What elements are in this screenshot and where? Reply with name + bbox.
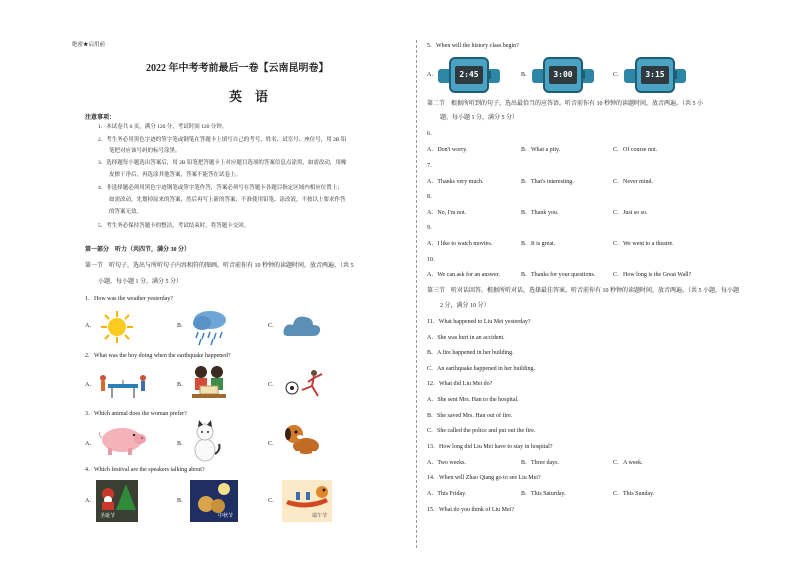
q7-option-b: B．That's interesting. [521,179,574,185]
note-line: 如需改动，先划掉原来的答案，然后再写上新的答案；不准使用铅笔、涂改液，不按以上要求作答 [98,197,346,203]
christmas-picture [96,480,138,522]
note-line: 1．本试卷共 6 页，满分 120 分，考试时间 120 分钟。 [98,124,228,130]
option-label: C． [268,498,279,504]
option-label: A． [85,382,96,388]
option-label: B． [177,323,188,329]
cat-picture [188,418,222,462]
question-1: 1．How was the weather yesterday? [85,296,173,302]
q9-option-a: A．I like to watch movies. [427,241,493,247]
watch-time: 3:00 [549,66,577,84]
dog-picture [282,420,324,460]
q13-option-a: A．Two weeks. [427,460,466,466]
q13-option-b: B．Three days. [521,460,559,466]
watch-time: 3:15 [641,66,669,84]
watch-picture [532,55,594,95]
note-line: 4．非选择题必须用黑色字迹钢笔或签字笔作答，答案必须写在答题卡各题目指定区域内相应位置上； [98,185,343,191]
christmas-caption: 圣诞节 [100,514,116,519]
football-picture [282,368,328,402]
option-label: C． [613,72,624,78]
subject-title: 英 语 [229,89,269,104]
question-10: 10． [427,257,440,263]
question-7: 7． [427,163,437,169]
q12-option-c: C．She called the police and put out the fire. [427,428,536,434]
q9-option-c: C．We went to a theatre. [613,241,674,247]
section2-instructions: 第二节 根据所听到的句子，选出最恰当的应答语。听音前你有 10 秒钟的读题时间，放音两遍。（共 5 小 [427,101,704,107]
q6-option-b: B．What a pity. [521,147,561,153]
q12-option-a: A．She sent Mrs. Han to the hospital. [427,397,519,403]
q9-option-b: B．It is great. [521,241,556,247]
section1-instructions: 第一节 听句子，选出与所听句子内容相符的图画。听音前你有 10 秒钟的读题时间，放音两遍。（共 5 [85,263,354,269]
question-13: 13．How long did Liu Mei have to stay in hospital? [427,444,553,450]
q14-option-c: C．This Sunday. [613,491,655,497]
rain-cloud-picture [190,308,230,346]
sun-picture [100,310,134,344]
question-8: 8． [427,194,437,200]
q10-option-a: A．We can ask for an answer. [427,272,500,278]
q8-option-c: C．Just so so. [613,210,648,216]
question-6: 6． [427,131,437,137]
note-line: 皮擦干净后，再选涂其他答案，答案不能答在试卷上。 [98,172,242,178]
q7-option-c: C．Never mind. [613,179,653,185]
note-line: 3．选择题每小题选出答案后，用 2B 铅笔把答题卡上对应题目选项的答案信息点涂黑，如需改动，用橡 [98,160,347,166]
q14-option-a: A．This Friday. [427,491,467,497]
watch-time: 2:45 [455,66,483,84]
part1-heading: 第一部分 听力（共四节，满分 30 分） [85,247,191,253]
dragon-boat-picture [282,480,332,522]
question-12: 12．What did Liu Mei do? [427,381,493,387]
q7-option-a: A．Thanks very much. [427,179,484,185]
option-label: B． [177,498,188,504]
option-label: B． [177,441,188,447]
note-line: 笔把对应该号码的标号涂黑。 [98,148,181,154]
q6-option-c: C．Of course not. [613,147,658,153]
q6-option-a: A．Don't worry. [427,147,468,153]
q11-option-a: A．She was hurt in an accident. [427,335,505,341]
question-11: 11．What happened to Liu Mei yesterday? [427,319,531,325]
section2-instructions: 题，每小题 1 分，满分 5 分） [440,115,519,121]
question-5: 5．When will the history class begin? [427,43,519,49]
table-tennis-picture [98,370,148,400]
note-line: 2．考生务必用黑色字迹的签字笔或钢笔在答题卡上填写自己的考号、姓名、试室号、座位号，用 2B 铅 [98,137,347,143]
option-label: A． [85,323,96,329]
option-label: A． [85,441,96,447]
question-2: 2．What was the boy doing when the earthquake happened? [85,353,231,359]
q11-option-b: B．A fire happened in her building. [427,350,514,356]
option-label: C． [268,323,279,329]
option-label: C． [268,382,279,388]
secret-label: 绝密★启用前 [72,42,106,48]
question-15: 15．What do you think of Liu Mei? [427,507,514,513]
option-label: B． [521,72,532,78]
q8-option-b: B．Thank you. [521,210,559,216]
q12-option-b: B．She saved Mrs. Han out of fire. [427,413,513,419]
section3-instructions: 2 分，满分 10 分） [440,303,490,309]
dragon-boat-caption: 端午节 [312,514,328,519]
exam-title: 2022 年中考考前最后一卷【云南昆明卷】 [146,63,329,74]
mid-autumn-picture [190,480,238,522]
question-14: 14．When will Zhao Qiang go to see Liu Mei? [427,475,541,481]
cloud-picture [282,312,322,340]
note-line: 5．考生务必保持答题卡的整洁，考试结束时，将答题卡交回。 [98,223,250,229]
option-label: B． [177,382,188,388]
watch-picture [624,55,686,95]
section1-instructions: 小题，每小题 1 分，满分 5 分） [98,279,183,285]
option-label: C． [268,441,279,447]
note-line: 的答案无效。 [98,209,143,215]
q13-option-c: C．A week. [613,460,643,466]
mid-autumn-caption: 中秋节 [218,514,234,519]
pig-picture [96,424,148,456]
q11-option-c: C．An earthquake happened in her building. [427,366,535,372]
section3-instructions: 第三节 听对话回答。根据所听对话，选择最佳答案。听音前你有 10 秒钟的读题时间，放音两遍。（共 5 小题，每小题 [427,288,740,294]
q14-option-b: B．This Saturday. [521,491,566,497]
q10-option-b: B．Thanks for your questions. [521,272,596,278]
watch-picture [438,55,500,95]
question-9: 9． [427,225,437,231]
option-label: A． [85,498,96,504]
column-divider [416,40,417,548]
notes-heading: 注意事项： [85,115,116,121]
q8-option-a: A．No, I'm not. [427,210,467,216]
question-3: 3．Which animal does the woman prefer? [85,411,187,417]
question-4: 4．Which festival are the speakers talking about? [85,467,205,473]
option-label: A． [427,72,438,78]
q10-option-c: C．How long is the Great Wall? [613,272,692,278]
reading-picture [190,364,228,400]
